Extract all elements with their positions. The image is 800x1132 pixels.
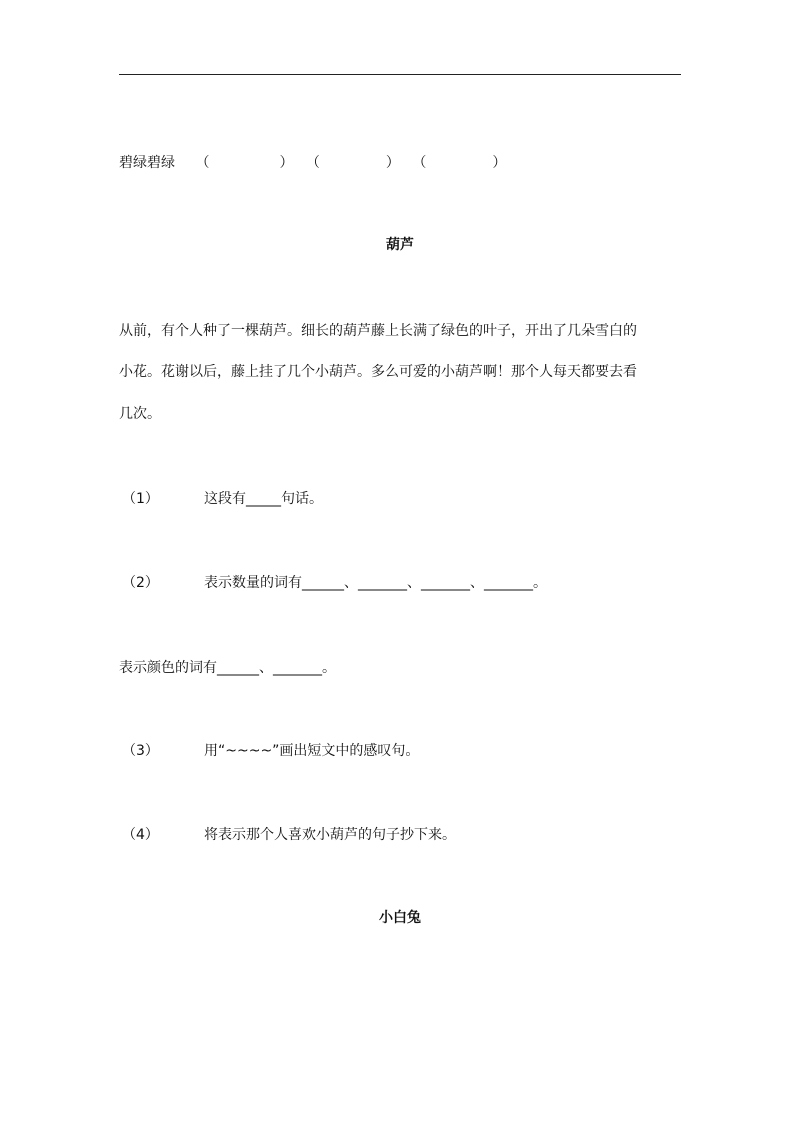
story-title-hulu: 葫芦 (386, 237, 414, 253)
question-text: 将表示那个人喜欢小葫芦的句子抄下来。 (204, 827, 456, 843)
question-text: 这段有_____句话。 (204, 491, 323, 507)
paragraph-line: 几次。 (119, 406, 161, 422)
question-2-continued (119, 657, 336, 677)
question-1 (122, 488, 323, 508)
question-number: （4） (122, 827, 159, 843)
paragraph-line: 从前，有个人种了一棵葫芦。细长的葫芦藤上长满了绿色的叶子，开出了几朵雪白的 (119, 323, 637, 339)
fill-in-row (119, 152, 506, 172)
question-text: 表示颜色的词有______、_______。 (119, 660, 336, 676)
question-2 (122, 572, 547, 592)
question-text: 用“~~~~”画出短文中的感叹句。 (204, 743, 420, 759)
fill-in-word: 碧绿碧绿 (119, 155, 175, 171)
story-title-xiaobaitu: 小白兔 (379, 910, 421, 926)
paragraph-line: 小花。花谢以后，藤上挂了几个小葫芦。多么可爱的小葫芦啊！那个人每天都要去看 (119, 364, 637, 380)
question-text: 表示数量的词有______、_______、_______、_______。 (204, 575, 547, 591)
question-4 (122, 824, 456, 844)
blank-1: （ ） (195, 155, 294, 171)
question-number: （3） (122, 743, 159, 759)
question-number: （2） (122, 575, 159, 591)
question-number: （1） (122, 491, 159, 507)
blank-3: （ ） (412, 155, 507, 171)
question-3 (122, 740, 419, 760)
header-divider (119, 74, 681, 75)
blank-2: （ ） (305, 155, 400, 171)
